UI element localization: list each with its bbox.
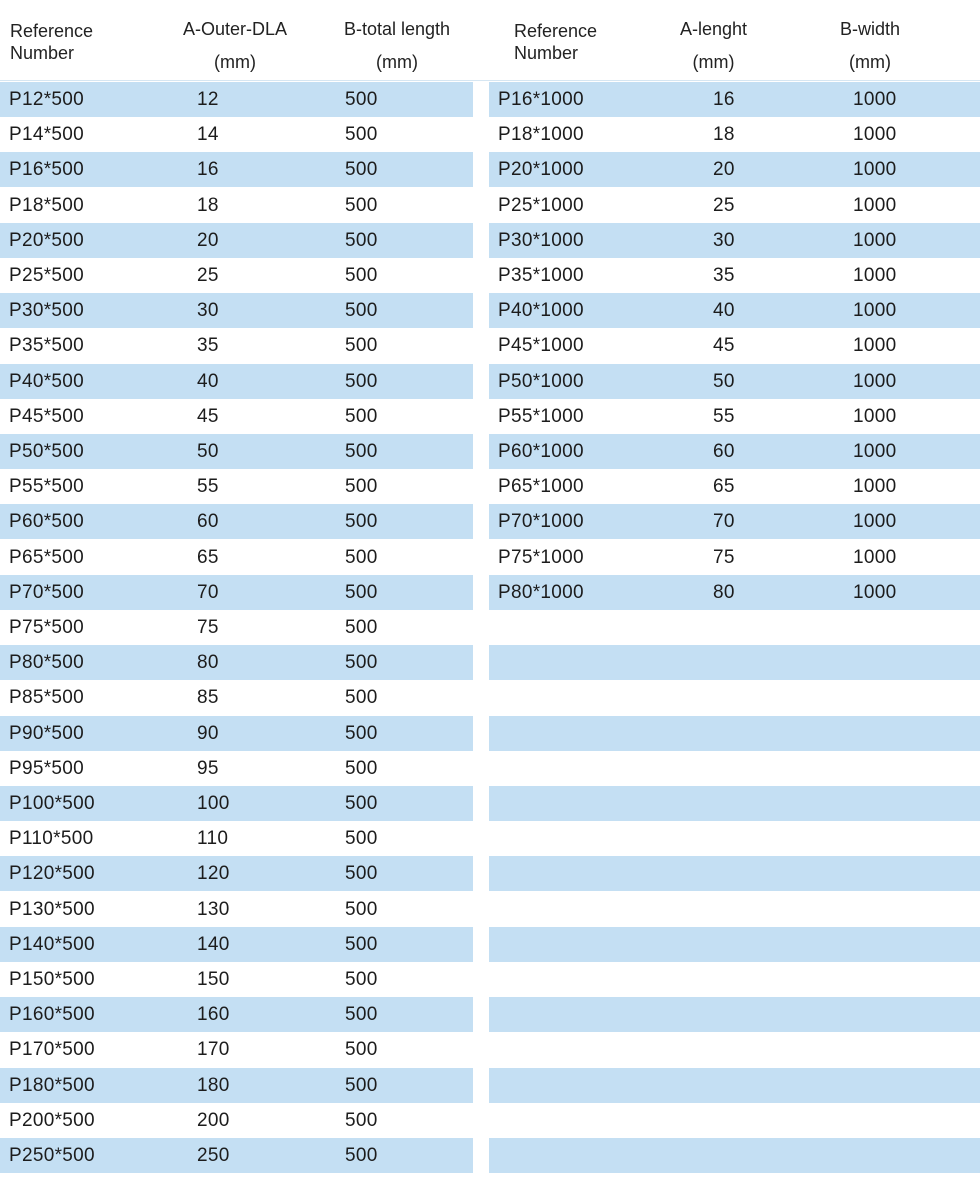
- reference-number-cell: P120*500: [9, 863, 95, 884]
- width-cell: 1000: [853, 371, 897, 392]
- outer-dla-cell: 140: [197, 934, 230, 955]
- table-row: [489, 399, 980, 434]
- reference-number-cell: P140*500: [9, 934, 95, 955]
- length-cell: 20: [713, 159, 735, 180]
- length-cell: 16: [713, 89, 735, 110]
- table-row: [0, 469, 473, 504]
- table-row: [489, 856, 980, 891]
- reference-number-cell: P30*500: [9, 300, 85, 321]
- total-length-cell: 500: [345, 230, 378, 251]
- reference-number-cell: P60*500: [9, 511, 85, 532]
- reference-number-cell: P55*1000: [498, 406, 584, 427]
- length-cell: 75: [713, 547, 735, 568]
- total-length-cell: 500: [345, 969, 378, 990]
- left-header-b-line1: B-total length: [343, 19, 451, 39]
- outer-dla-cell: 75: [197, 617, 219, 638]
- table-row: [0, 434, 473, 469]
- table-row: [0, 962, 473, 997]
- table-row: [489, 1138, 980, 1173]
- right-header-a-line1: A-lenght: [679, 19, 748, 39]
- reference-number-cell: P14*500: [9, 124, 85, 145]
- outer-dla-cell: 100: [197, 793, 230, 814]
- total-length-cell: 500: [345, 124, 378, 145]
- reference-number-cell: P20*1000: [498, 159, 584, 180]
- length-cell: 40: [713, 300, 735, 321]
- total-length-cell: 500: [345, 828, 378, 849]
- total-length-cell: 500: [345, 1110, 378, 1131]
- table-row: [0, 258, 473, 293]
- reference-number-cell: P85*500: [9, 687, 85, 708]
- table-row: [0, 716, 473, 751]
- table-row: [0, 82, 473, 117]
- table-row: [489, 751, 980, 786]
- outer-dla-cell: 70: [197, 582, 219, 603]
- table-row: [489, 82, 980, 117]
- length-cell: 45: [713, 335, 735, 356]
- width-cell: 1000: [853, 230, 897, 251]
- table-row: [489, 1103, 980, 1138]
- table-row: [489, 223, 980, 258]
- table-row: [0, 821, 473, 856]
- table-row: [0, 188, 473, 223]
- left-header-a-column: [170, 18, 300, 73]
- width-cell: 1000: [853, 582, 897, 603]
- outer-dla-cell: 30: [197, 300, 219, 321]
- table-row: [489, 786, 980, 821]
- reference-number-cell: P25*1000: [498, 195, 584, 216]
- reference-number-cell: P40*500: [9, 371, 85, 392]
- table-row: [0, 1103, 473, 1138]
- table-row: [0, 117, 473, 152]
- reference-number-cell: P170*500: [9, 1039, 95, 1060]
- table-row: [489, 504, 980, 539]
- table-row: [489, 645, 980, 680]
- total-length-cell: 500: [345, 335, 378, 356]
- table-row: [489, 962, 980, 997]
- reference-number-cell: P30*1000: [498, 230, 584, 251]
- table-row: [489, 716, 980, 751]
- outer-dla-cell: 95: [197, 758, 219, 779]
- table-row: [489, 188, 980, 223]
- reference-number-cell: P16*500: [9, 159, 85, 180]
- length-cell: 70: [713, 511, 735, 532]
- right-header-reference-line2: Number: [514, 43, 579, 63]
- right-header-b-unit: (mm): [849, 52, 891, 72]
- total-length-cell: 500: [345, 547, 378, 568]
- outer-dla-cell: 160: [197, 1004, 230, 1025]
- reference-number-cell: P12*500: [9, 89, 85, 110]
- table-row: [489, 1068, 980, 1103]
- reference-number-cell: P18*1000: [498, 124, 584, 145]
- reference-number-cell: P90*500: [9, 723, 85, 744]
- left-header-reference-line1: Reference: [10, 21, 94, 41]
- table-row: [489, 540, 980, 575]
- header-divider: [0, 80, 980, 81]
- width-cell: 1000: [853, 406, 897, 427]
- table-row: [489, 575, 980, 610]
- reference-number-cell: P180*500: [9, 1075, 95, 1096]
- total-length-cell: 500: [345, 511, 378, 532]
- outer-dla-cell: 50: [197, 441, 219, 462]
- width-cell: 1000: [853, 124, 897, 145]
- total-length-cell: 500: [345, 476, 378, 497]
- table-row: [489, 1032, 980, 1067]
- reference-number-cell: P65*1000: [498, 476, 584, 497]
- table-row: [489, 152, 980, 187]
- table-row: [489, 821, 980, 856]
- reference-number-cell: P40*1000: [498, 300, 584, 321]
- right-header-a-column: [656, 18, 771, 73]
- total-length-cell: 500: [345, 441, 378, 462]
- right-header-reference: [514, 20, 597, 64]
- reference-number-cell: P75*500: [9, 617, 85, 638]
- reference-number-cell: P20*500: [9, 230, 85, 251]
- reference-number-cell: P25*500: [9, 265, 85, 286]
- table-row: [0, 399, 473, 434]
- total-length-cell: 500: [345, 371, 378, 392]
- right-header-a-unit: (mm): [692, 52, 735, 72]
- outer-dla-cell: 80: [197, 652, 219, 673]
- table-row: [0, 610, 473, 645]
- outer-dla-cell: 55: [197, 476, 219, 497]
- outer-dla-cell: 110: [197, 828, 229, 849]
- outer-dla-cell: 85: [197, 687, 219, 708]
- outer-dla-cell: 25: [197, 265, 219, 286]
- outer-dla-cell: 45: [197, 406, 219, 427]
- table-row: [489, 364, 980, 399]
- total-length-cell: 500: [345, 617, 378, 638]
- right-header-reference-line1: Reference: [514, 21, 598, 41]
- width-cell: 1000: [853, 547, 897, 568]
- length-cell: 35: [713, 265, 735, 286]
- table-row: [0, 927, 473, 962]
- table-row: [0, 1032, 473, 1067]
- left-header-a-line1: A-Outer-DLA: [182, 19, 288, 39]
- outer-dla-cell: 150: [197, 969, 230, 990]
- width-cell: 1000: [853, 511, 897, 532]
- left-header-b-unit: (mm): [376, 52, 418, 72]
- table-row: [0, 328, 473, 363]
- table-row: [489, 680, 980, 715]
- reference-number-cell: P70*500: [9, 582, 85, 603]
- outer-dla-cell: 170: [197, 1039, 230, 1060]
- table-row: [0, 1068, 473, 1103]
- reference-number-cell: P200*500: [9, 1110, 95, 1131]
- table-row: [0, 997, 473, 1032]
- outer-dla-cell: 20: [197, 230, 219, 251]
- length-cell: 18: [713, 124, 735, 145]
- reference-number-cell: P55*500: [9, 476, 85, 497]
- outer-dla-cell: 120: [197, 863, 230, 884]
- table-row: [489, 328, 980, 363]
- reference-number-cell: P45*1000: [498, 335, 584, 356]
- total-length-cell: 500: [345, 195, 378, 216]
- outer-dla-cell: 250: [197, 1145, 230, 1166]
- total-length-cell: 500: [345, 1075, 378, 1096]
- outer-dla-cell: 90: [197, 723, 219, 744]
- total-length-cell: 500: [345, 723, 378, 744]
- table-row: [0, 575, 473, 610]
- total-length-cell: 500: [345, 758, 378, 779]
- left-header-b-column: [327, 18, 467, 73]
- reference-number-cell: P100*500: [9, 793, 95, 814]
- length-cell: 80: [713, 582, 735, 603]
- total-length-cell: 500: [345, 89, 378, 110]
- table-row: [0, 751, 473, 786]
- length-cell: 65: [713, 476, 735, 497]
- table-row: [489, 258, 980, 293]
- outer-dla-cell: 60: [197, 511, 219, 532]
- outer-dla-cell: 14: [197, 124, 219, 145]
- outer-dla-cell: 40: [197, 371, 219, 392]
- reference-number-cell: P45*500: [9, 406, 85, 427]
- table-row: [489, 927, 980, 962]
- table-row: [0, 540, 473, 575]
- length-cell: 55: [713, 406, 735, 427]
- reference-number-cell: P18*500: [9, 195, 85, 216]
- outer-dla-cell: 12: [197, 89, 219, 110]
- outer-dla-cell: 200: [197, 1110, 230, 1131]
- outer-dla-cell: 16: [197, 159, 219, 180]
- outer-dla-cell: 130: [197, 899, 230, 920]
- reference-number-cell: P50*500: [9, 441, 85, 462]
- length-cell: 25: [713, 195, 735, 216]
- total-length-cell: 500: [345, 687, 378, 708]
- right-header-b-line1: B-width: [839, 19, 901, 39]
- total-length-cell: 500: [345, 1145, 378, 1166]
- reference-number-cell: P80*1000: [498, 582, 584, 603]
- length-cell: 30: [713, 230, 735, 251]
- length-cell: 60: [713, 441, 735, 462]
- width-cell: 1000: [853, 476, 897, 497]
- reference-number-cell: P160*500: [9, 1004, 95, 1025]
- table-row: [0, 892, 473, 927]
- right-header-b-column: [815, 18, 925, 73]
- reference-number-cell: P50*1000: [498, 371, 584, 392]
- total-length-cell: 500: [345, 1004, 378, 1025]
- table-row: [0, 1138, 473, 1173]
- table-row: [0, 504, 473, 539]
- reference-number-cell: P95*500: [9, 758, 85, 779]
- width-cell: 1000: [853, 300, 897, 321]
- table-row: [0, 223, 473, 258]
- width-cell: 1000: [853, 441, 897, 462]
- reference-number-cell: P16*1000: [498, 89, 584, 110]
- total-length-cell: 500: [345, 300, 378, 321]
- reference-number-cell: P70*1000: [498, 511, 584, 532]
- total-length-cell: 500: [345, 793, 378, 814]
- total-length-cell: 500: [345, 265, 378, 286]
- outer-dla-cell: 18: [197, 195, 219, 216]
- total-length-cell: 500: [345, 406, 378, 427]
- reference-number-cell: P130*500: [9, 899, 95, 920]
- table-row: [489, 892, 980, 927]
- length-cell: 50: [713, 371, 735, 392]
- reference-number-cell: P65*500: [9, 547, 85, 568]
- reference-number-cell: P35*1000: [498, 265, 584, 286]
- reference-number-cell: P75*1000: [498, 547, 584, 568]
- table-row: [489, 469, 980, 504]
- width-cell: 1000: [853, 89, 897, 110]
- total-length-cell: 500: [345, 1039, 378, 1060]
- outer-dla-cell: 65: [197, 547, 219, 568]
- table-row: [489, 117, 980, 152]
- total-length-cell: 500: [345, 652, 378, 673]
- width-cell: 1000: [853, 195, 897, 216]
- total-length-cell: 500: [345, 899, 378, 920]
- total-length-cell: 500: [345, 582, 378, 603]
- left-header-reference-line2: Number: [10, 43, 75, 63]
- total-length-cell: 500: [345, 159, 378, 180]
- reference-number-cell: P80*500: [9, 652, 85, 673]
- total-length-cell: 500: [345, 863, 378, 884]
- reference-number-cell: P150*500: [9, 969, 95, 990]
- left-header-a-unit: (mm): [214, 52, 256, 72]
- total-length-cell: 500: [345, 934, 378, 955]
- width-cell: 1000: [853, 335, 897, 356]
- table-row: [489, 293, 980, 328]
- reference-number-cell: P250*500: [9, 1145, 95, 1166]
- table-row: [0, 364, 473, 399]
- table-row: [0, 786, 473, 821]
- table-header: [0, 0, 980, 82]
- outer-dla-cell: 180: [197, 1075, 230, 1096]
- reference-number-cell: P35*500: [9, 335, 85, 356]
- width-cell: 1000: [853, 265, 897, 286]
- table-row: [489, 610, 980, 645]
- outer-dla-cell: 35: [197, 335, 219, 356]
- table-row: [0, 645, 473, 680]
- left-header-reference: [10, 20, 93, 64]
- reference-number-cell: P60*1000: [498, 441, 584, 462]
- table-row: [0, 680, 473, 715]
- width-cell: 1000: [853, 159, 897, 180]
- table-row: [0, 152, 473, 187]
- table-row: [0, 293, 473, 328]
- table-row: [489, 434, 980, 469]
- table-row: [489, 997, 980, 1032]
- reference-number-cell: P110*500: [9, 828, 94, 849]
- table-row: [0, 856, 473, 891]
